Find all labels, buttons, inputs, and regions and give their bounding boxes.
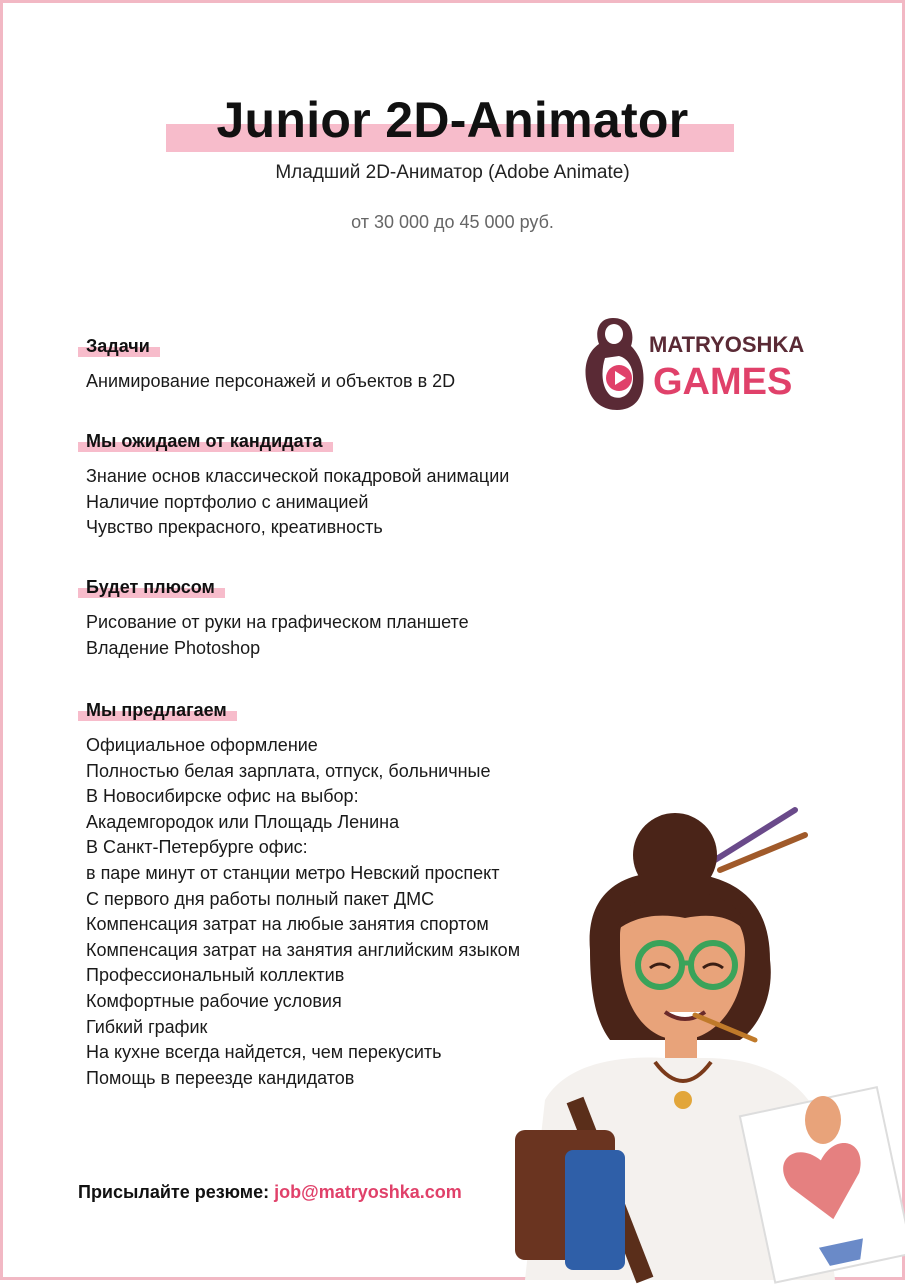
contact-label: Присылайте резюме: (78, 1182, 270, 1202)
company-logo (583, 312, 805, 412)
list-item: Профессиональный коллектив (86, 965, 345, 986)
page-title: Junior 2D-Animator (216, 92, 689, 148)
section-list (86, 610, 469, 661)
list-item: Компенсация затрат на любые занятия спортом (86, 914, 489, 935)
section-heading: Мы предлагаем (86, 697, 227, 725)
list-item: Комфортные рабочие условия (86, 990, 342, 1011)
list-item: Владение Photoshop (86, 637, 261, 658)
section-offer (86, 697, 520, 1091)
section-requirements (86, 428, 509, 541)
list-item: Знание основ классической покадровой анимации (86, 466, 510, 486)
list-item: Чувство прекрасного, креативность (86, 517, 383, 538)
logo-text-line2: GAMES (653, 361, 793, 403)
subtitle: Младший 2D-Аниматор (Adobe Animate) (275, 162, 630, 183)
animator-character-illustration (505, 800, 905, 1280)
list-item: С первого дня работы полный пакет ДМС (86, 888, 435, 909)
contact-line (78, 1182, 462, 1203)
list-item: В Санкт-Петербурге офис: (86, 837, 308, 858)
list-item: Рисование от руки на графическом планшете (86, 612, 469, 632)
list-item: Гибкий график (86, 1016, 208, 1037)
list-item: Полностью белая зарплата, отпуск, больничные (86, 760, 491, 781)
section-plus (86, 574, 469, 661)
section-list (86, 733, 520, 1091)
list-item: На кухне всегда найдется, чем перекусить (86, 1042, 442, 1063)
list-item: Наличие портфолио с анимацией (86, 491, 369, 512)
salary: от 30 000 до 45 000 руб. (351, 212, 554, 232)
list-item: Академгородок или Площадь Ленина (86, 811, 400, 832)
list-item: В Новосибирске офис на выбор: (86, 786, 359, 807)
list-item: в паре минут от станции метро Невский проспект (86, 862, 500, 883)
section-tasks (86, 333, 455, 395)
list-item: Компенсация затрат на занятия английским языком (86, 939, 521, 960)
list-item: Анимирование персонажей и объектов в 2D (86, 371, 456, 391)
section-heading: Задачи (86, 333, 150, 361)
email-link[interactable]: job@matryoshka.com (274, 1182, 462, 1202)
section-heading: Мы ожидаем от кандидата (86, 428, 323, 456)
section-list (86, 369, 455, 395)
section-heading: Будет плюсом (86, 574, 215, 602)
logo-text-line1: MATRYOSHKA (649, 332, 805, 357)
section-list (86, 464, 509, 541)
list-item: Официальное оформление (86, 735, 318, 755)
list-item: Помощь в переезде кандидатов (86, 1067, 355, 1088)
title-block (0, 88, 905, 152)
